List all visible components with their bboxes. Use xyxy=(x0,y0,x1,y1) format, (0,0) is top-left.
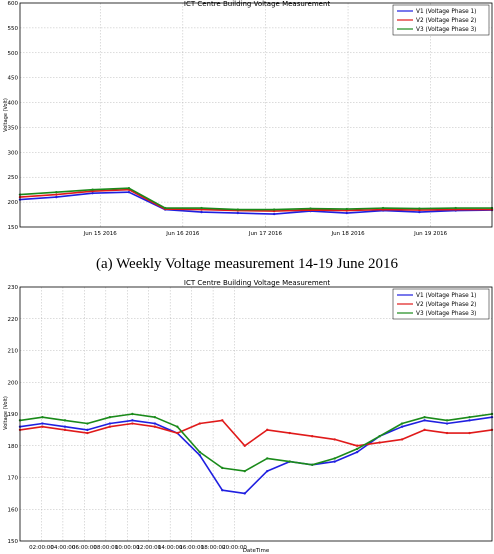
data-point-v1 xyxy=(154,422,156,424)
x-tick-label: 14:00:00 xyxy=(157,545,183,551)
x-tick-label: Jun 19 2016 xyxy=(414,231,448,237)
data-point-v3 xyxy=(41,416,43,418)
x-tick-label: Jun 15 2016 xyxy=(83,231,117,237)
data-point-v3 xyxy=(468,416,470,418)
data-point-v2 xyxy=(131,422,133,424)
data-point-v2 xyxy=(356,445,358,447)
x-tick-label: 04:00:00 xyxy=(50,545,76,551)
data-point-v3 xyxy=(311,464,313,466)
data-point-v1 xyxy=(401,426,403,428)
x-tick-label: Jun 16 2016 xyxy=(166,231,200,237)
data-point-v2 xyxy=(64,429,66,431)
y-tick-label: 210 xyxy=(7,348,18,355)
legend-label-v3: V3 (Voltage Phase 3) xyxy=(416,311,477,317)
data-point-v3 xyxy=(423,416,425,418)
legend-label-v2: V2 (Voltage Phase 2) xyxy=(416,18,477,24)
data-point-v3 xyxy=(131,413,133,415)
data-point-v1 xyxy=(199,454,201,456)
y-axis-label: Voltage (Volt) xyxy=(3,98,9,132)
y-axis-label: Voltage (Volt) xyxy=(3,396,9,430)
x-tick-label: Jun 17 2016 xyxy=(248,231,282,237)
data-point-v2 xyxy=(221,419,223,421)
x-tick-label: Jun 18 2016 xyxy=(331,231,365,237)
data-point-v2 xyxy=(176,432,178,434)
data-point-v3 xyxy=(356,448,358,450)
data-point-v1 xyxy=(131,419,133,421)
y-tick-label: 550 xyxy=(7,25,18,32)
data-point-v2 xyxy=(154,426,156,428)
data-point-v1 xyxy=(128,191,130,193)
figure-caption: (a) Weekly Voltage measurement 14-19 June 2016 xyxy=(95,256,399,272)
y-ticks xyxy=(8,285,19,545)
data-point-v1 xyxy=(86,429,88,431)
data-point-v3 xyxy=(273,208,275,210)
x-tick-label: 20:00:00 xyxy=(222,545,247,551)
data-point-v3 xyxy=(109,416,111,418)
series-lines xyxy=(19,187,493,215)
x-tick-label: 02:00:00 xyxy=(29,545,54,551)
data-point-v1 xyxy=(109,422,111,424)
data-point-v2 xyxy=(468,432,470,434)
series-line-v1 xyxy=(20,417,492,493)
x-tick-label: 08:00:00 xyxy=(93,545,119,551)
data-point-v3 xyxy=(200,207,202,209)
data-point-v1 xyxy=(200,211,202,213)
y-tick-label: 200 xyxy=(7,380,18,387)
data-point-v2 xyxy=(55,193,57,195)
data-point-v1 xyxy=(446,422,448,424)
data-point-v3 xyxy=(244,470,246,472)
data-point-v3 xyxy=(266,457,268,459)
data-point-v2 xyxy=(401,438,403,440)
x-tick-label: 06:00:00 xyxy=(72,545,97,551)
data-point-v2 xyxy=(289,432,291,434)
x-axis-label: DateTime xyxy=(242,548,270,554)
data-point-v2 xyxy=(109,426,111,428)
data-point-v2 xyxy=(333,438,335,440)
data-point-v1 xyxy=(423,419,425,421)
y-ticks xyxy=(8,1,19,231)
data-point-v1 xyxy=(266,470,268,472)
x-ticks xyxy=(83,231,448,237)
x-ticks xyxy=(29,545,247,551)
y-tick-label: 600 xyxy=(7,1,18,7)
data-point-v3 xyxy=(418,207,420,209)
data-point-v1 xyxy=(221,489,223,491)
y-tick-label: 250 xyxy=(7,175,18,182)
data-point-v1 xyxy=(41,422,43,424)
data-point-v3 xyxy=(55,191,57,193)
data-point-v2 xyxy=(199,422,201,424)
x-tick-label: 18:00:00 xyxy=(200,545,226,551)
x-tick-label: 10:00:00 xyxy=(114,545,140,551)
data-point-v1 xyxy=(64,426,66,428)
data-point-v2 xyxy=(86,432,88,434)
series-line-v3 xyxy=(20,414,492,471)
y-tick-label: 160 xyxy=(7,507,18,514)
plot-area xyxy=(20,287,492,541)
y-tick-label: 220 xyxy=(7,316,18,323)
data-point-v3 xyxy=(309,207,311,209)
data-point-v2 xyxy=(41,426,43,428)
x-tick-label: 12:00:00 xyxy=(136,545,162,551)
x-tick-label: 16:00:00 xyxy=(179,545,204,551)
legend-label-v3: V3 (Voltage Phase 3) xyxy=(416,27,477,33)
data-point-v1 xyxy=(333,460,335,462)
data-point-v3 xyxy=(164,207,166,209)
data-point-v3 xyxy=(382,207,384,209)
y-tick-label: 170 xyxy=(7,475,18,482)
data-point-v2 xyxy=(446,432,448,434)
data-point-v3 xyxy=(128,187,130,189)
data-point-v2 xyxy=(244,445,246,447)
data-point-v3 xyxy=(378,435,380,437)
data-point-v3 xyxy=(237,208,239,210)
data-point-v2 xyxy=(378,441,380,443)
data-point-v2 xyxy=(311,435,313,437)
legend xyxy=(393,5,489,35)
y-tick-label: 200 xyxy=(7,200,18,207)
y-tick-label: 450 xyxy=(7,75,18,82)
legend-label-v1: V1 (Voltage Phase 1) xyxy=(416,293,477,299)
data-point-v3 xyxy=(91,188,93,190)
data-point-v1 xyxy=(468,419,470,421)
data-point-v3 xyxy=(289,460,291,462)
data-point-v1 xyxy=(237,212,239,214)
y-tick-label: 400 xyxy=(7,100,18,107)
legend xyxy=(393,289,489,319)
data-point-v2 xyxy=(266,429,268,431)
legend-label-v2: V2 (Voltage Phase 2) xyxy=(416,302,477,308)
data-point-v3 xyxy=(176,426,178,428)
series-lines xyxy=(19,413,493,495)
legend-label-v1: V1 (Voltage Phase 1) xyxy=(416,9,477,15)
data-point-v3 xyxy=(401,422,403,424)
data-point-v3 xyxy=(446,419,448,421)
y-tick-label: 230 xyxy=(7,285,18,291)
chart-weekly xyxy=(3,0,493,237)
chart-title: ICT Centre Building Voltage Measurement xyxy=(183,0,331,8)
data-point-v3 xyxy=(64,419,66,421)
y-tick-label: 180 xyxy=(7,443,18,450)
y-tick-label: 300 xyxy=(7,150,18,157)
data-point-v3 xyxy=(454,207,456,209)
data-point-v2 xyxy=(423,429,425,431)
data-point-v3 xyxy=(346,208,348,210)
data-point-v1 xyxy=(356,451,358,453)
y-tick-label: 150 xyxy=(7,225,18,231)
data-point-v3 xyxy=(221,467,223,469)
chart-title: ICT Centre Building Voltage Measurement xyxy=(183,279,331,287)
grid xyxy=(20,287,492,541)
data-point-v3 xyxy=(199,451,201,453)
y-tick-label: 350 xyxy=(7,125,18,132)
data-point-v3 xyxy=(333,457,335,459)
data-point-v3 xyxy=(154,416,156,418)
data-point-v3 xyxy=(86,422,88,424)
y-tick-label: 190 xyxy=(7,412,18,418)
data-point-v1 xyxy=(273,213,275,215)
chart-daily xyxy=(3,279,493,554)
series-line-v2 xyxy=(20,420,492,445)
data-point-v1 xyxy=(55,196,57,198)
data-point-v1 xyxy=(244,492,246,494)
y-tick-label: 150 xyxy=(7,539,18,545)
data-point-v1 xyxy=(346,212,348,214)
y-tick-label: 500 xyxy=(7,50,18,57)
